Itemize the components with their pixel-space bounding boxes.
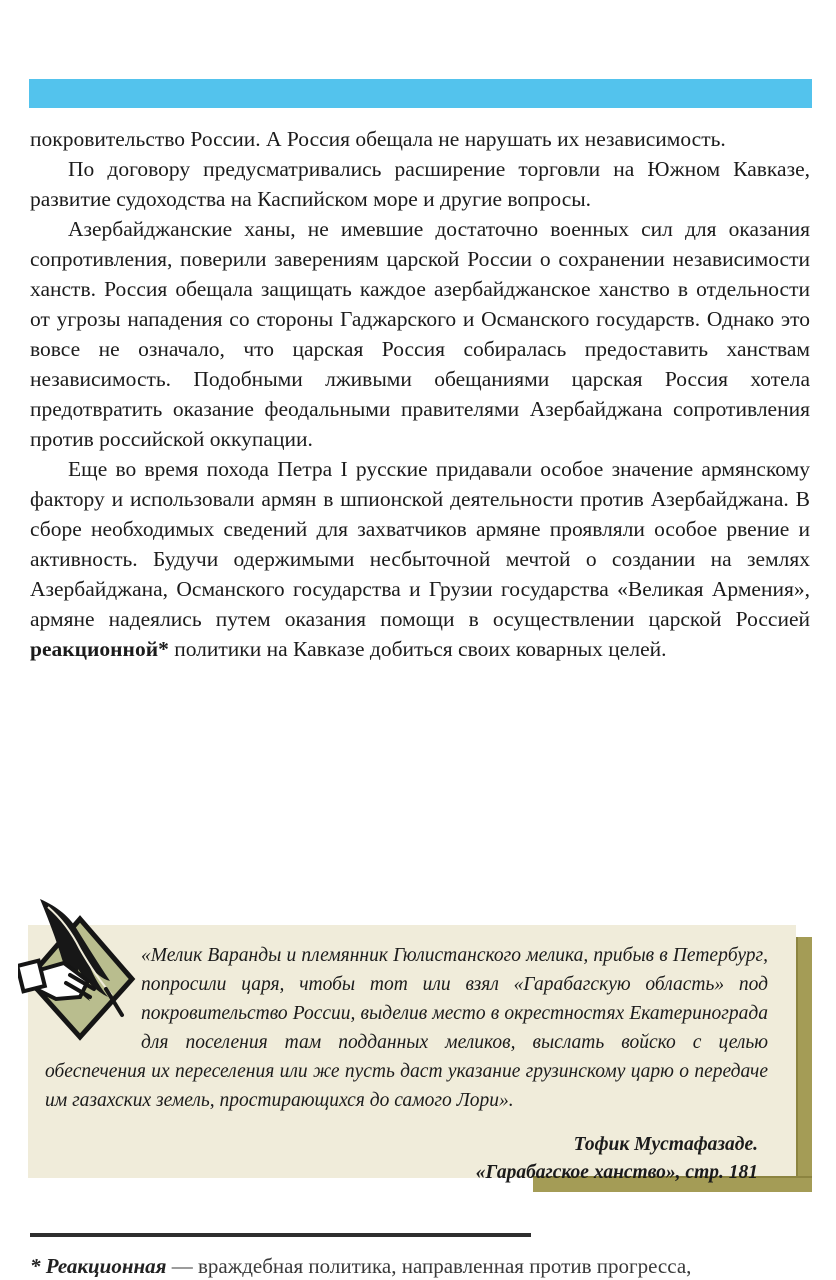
quote-source: «Гарабагское ханство», стр. 181 [475,1162,758,1183]
footnote-definition: — враждебная политика, направленная против прогресса, [166,1254,692,1278]
body-text [30,124,810,664]
section-header-bar [29,79,812,108]
quote-box-shadow [796,937,812,1192]
footnote-term: * Реакционная [30,1254,167,1278]
paragraph-text: Еще во время похода Петра I русские придавали особое значение армянскому фактору и использовали армян в шпионской деятельности против Азербайджана. В сборе необходимых сведений для захватчиков армяне проявляли особое рвение и активность. Будучи одержимыми несбыточной мечтой о создании на землях Азербайджана, Османского государства и Грузии государства «Великая Армения», армяне надеялись путем оказания помощи в осуществлении царской Россией [30,457,810,631]
quote-attribution [45,1131,768,1187]
footnoted-term: реакционной* [30,637,169,661]
paragraph: Азербайджанские ханы, не имевшие достаточно военных сил для оказания сопротивления, поверили заверениям царской России о сохранении независимости ханств. Россия обещала защищать каждое азербайджанское ханство в отдельности от угрозы нападения со стороны Гаджарского и Османского государств. Однако это вовсе не означало, что царская Россия собиралась предоставить ханствам независимость. Подобными лживыми обещаниями царская Россия хотела предотвратить оказание феодальными правителями Азербайджана сопротивления против российской оккупации. [30,217,810,451]
paragraph: По договору предусматривались расширение торговли на Южном Кавказе, развитие судоходства на Каспийском море и другие вопросы. [30,157,810,211]
quote-content [28,925,796,1187]
paragraph: покровительство России. А Россия обещала не нарушать их независимость. [30,127,726,151]
icon-spacer [45,941,141,1047]
quote-box [28,925,796,1183]
footnote-text [30,1252,810,1280]
quote-author: Тофик Мустафазаде. [573,1134,758,1155]
footnote [30,1233,810,1280]
quote-text: «Мелик Варанды и племянник Гюлистанского мелика, прибыв в Петербург, попросили царя, чтобы тот или взял «Гарабагскую область» под покровительство России, выделив место в окрестностях Екатеринограда для поселения там подданных меликов, выслать войско с целью обеспечения их переселения или же пусть даст указание грузинскому царю о передаче им газахских земель, простирающихся до самого Лори». [45,945,768,1111]
footnote-divider [30,1233,531,1237]
paragraph-text: политики на Кавказе добиться своих коварных целей. [168,637,667,661]
paragraph [30,454,810,664]
